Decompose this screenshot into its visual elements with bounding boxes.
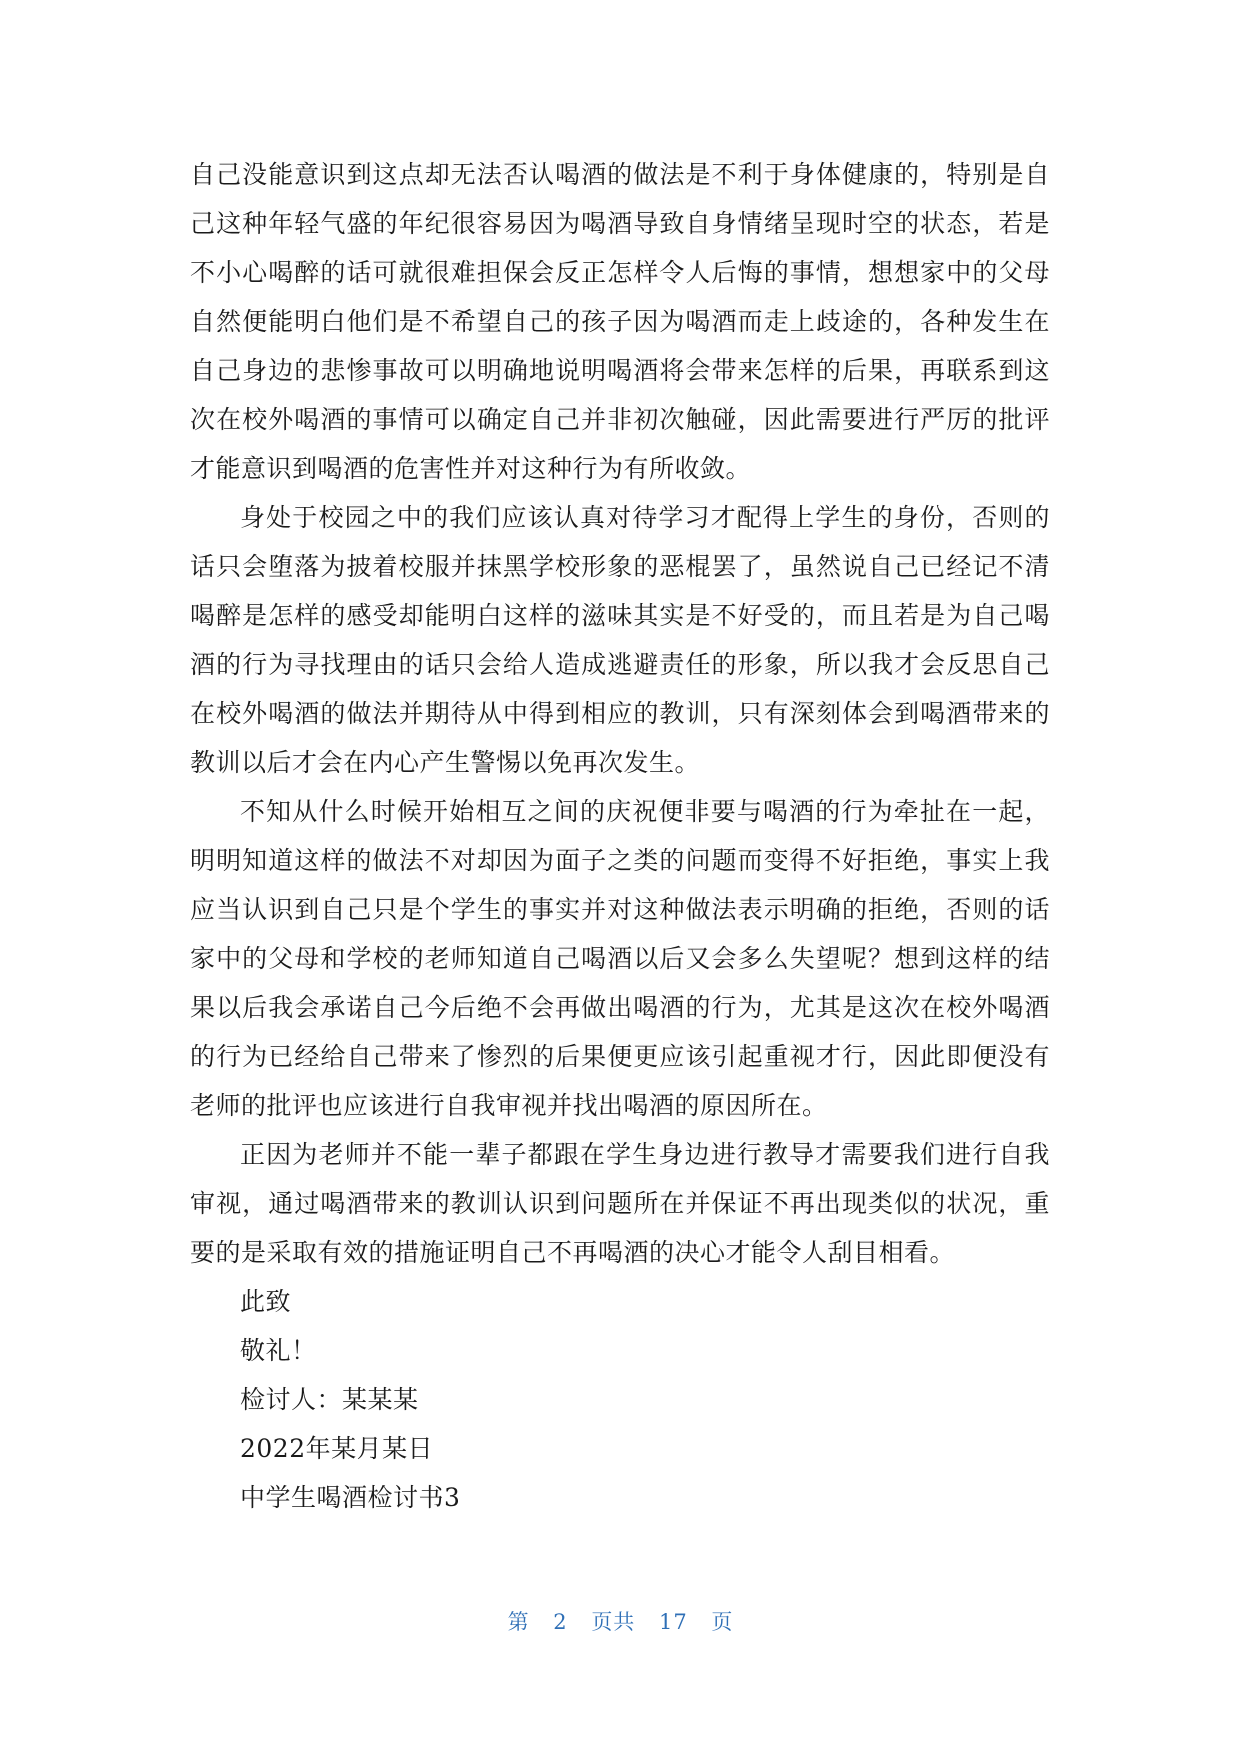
paragraph-3: 不知从什么时候开始相互之间的庆祝便非要与喝酒的行为牵扯在一起，明明知道这样的做法不对却因为面子之类的问题而变得不好拒绝，事实上我应当认识到自己只是个学生的事实并对这种做法表示明确的拒绝，否则的话家中的父母和学校的老师知道自己喝酒以后又会多么失望呢？想到这样的结果以后我会承诺自己今后绝不会再做出喝酒的行为，尤其是这次在校外喝酒的行为已经给自己带来了惨烈的后果便更应该引起重视才行，因此即便没有老师的批评也应该进行自我审视并找出喝酒的原因所在。 <box>190 797 1050 1120</box>
page-footer <box>0 1606 1241 1636</box>
footer-total-pages: 17 <box>659 1610 688 1634</box>
next-section-title: 中学生喝酒检讨书3 <box>240 1483 461 1512</box>
footer-suffix: 页 <box>711 1610 734 1634</box>
date-line: 2022年某月某日 <box>240 1434 434 1463</box>
paragraph-1: 自己没能意识到这点却无法否认喝酒的做法是不利于身体健康的，特别是自己这种年轻气盛的年纪很容易因为喝酒导致自身情绪呈现时空的状态，若是不小心喝醉的话可就很难担保会反正怎样令人后悔的事情，想想家中的父母自然便能明白他们是不希望自己的孩子因为喝酒而走上歧途的，各种发生在自己身边的悲惨事故可以明确地说明喝酒将会带来怎样的后果，再联系到这次在校外喝酒的事情可以确定自己并非初次触碰，因此需要进行严厉的批评才能意识到喝酒的危害性并对这种行为有所收敛。 <box>190 160 1050 483</box>
closing-salutation: 此致 <box>240 1287 292 1316</box>
footer-prefix: 第 <box>507 1610 530 1634</box>
document-body <box>190 150 1050 1522</box>
signer-line: 检讨人：某某某 <box>240 1385 419 1414</box>
paragraph-2: 身处于校园之中的我们应该认真对待学习才配得上学生的身份，否则的话只会堕落为披着校服并抹黑学校形象的恶棍罢了，虽然说自己已经记不清喝醉是怎样的感受却能明白这样的滋味其实是不好受的，而且若是为自己喝酒的行为寻找理由的话只会给人造成逃避责任的形象，所以我才会反思自己在校外喝酒的做法并期待从中得到相应的教训，只有深刻体会到喝酒带来的教训以后才会在内心产生警惕以免再次发生。 <box>190 503 1050 777</box>
footer-middle: 页共 <box>591 1610 636 1634</box>
footer-current-page: 2 <box>553 1610 568 1634</box>
paragraph-4: 正因为老师并不能一辈子都跟在学生身边进行教导才需要我们进行自我审视，通过喝酒带来的教训认识到问题所在并保证不再出现类似的状况，重要的是采取有效的措施证明自己不再喝酒的决心才能令人刮目相看。 <box>190 1140 1050 1267</box>
closing-respect: 敬礼！ <box>240 1336 317 1365</box>
